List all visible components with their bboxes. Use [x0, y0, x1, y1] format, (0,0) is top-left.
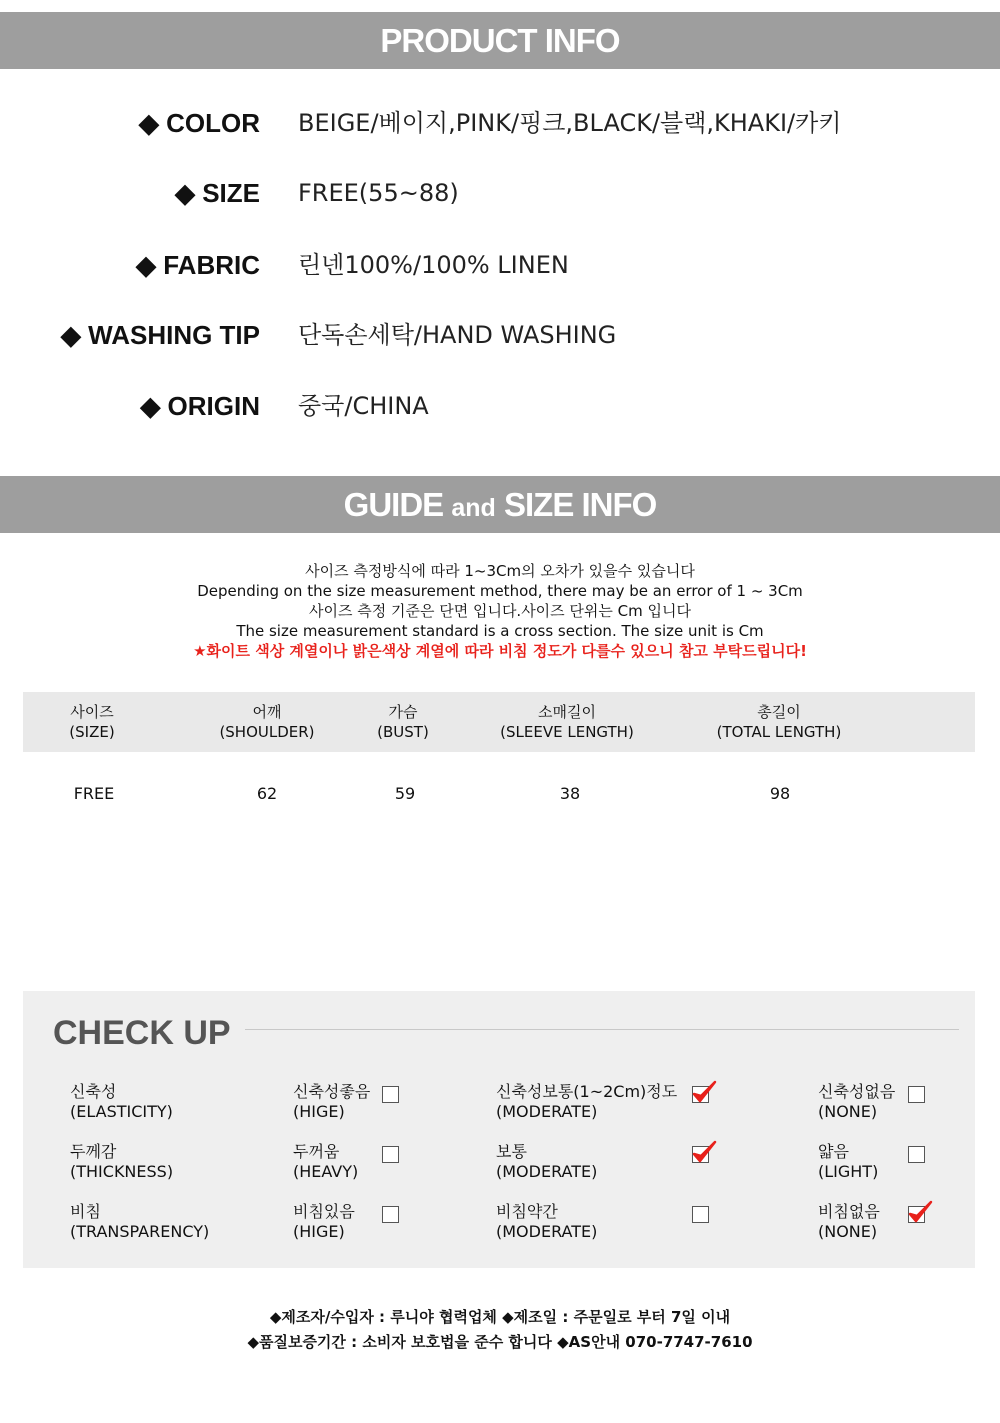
info-label: ◆ FABRIC: [136, 250, 260, 280]
info-value: 린넨100%/100% LINEN: [298, 251, 569, 279]
checkbox[interactable]: [382, 1206, 399, 1223]
check-option-label: [496, 1082, 677, 1122]
table-cell: 62: [256, 784, 278, 803]
checkbox[interactable]: [692, 1086, 709, 1103]
check-up-divider: [245, 1029, 959, 1030]
info-row-color: [0, 103, 1000, 143]
info-row-origin: [0, 386, 1000, 426]
info-value: 중국/CHINA: [298, 392, 429, 420]
info-label: ◆ WASHING TIP: [60, 320, 260, 350]
guide-title-and: and: [451, 494, 496, 522]
check-category: [70, 1142, 173, 1182]
check-category-en: (THICKNESS): [70, 1162, 174, 1181]
product-info-title: PRODUCT INFO: [380, 22, 620, 59]
info-label: ◆ ORIGIN: [140, 391, 260, 421]
header-en: (TOTAL LENGTH): [716, 723, 842, 741]
checkbox[interactable]: [382, 1086, 399, 1103]
check-mark-icon: [691, 1079, 719, 1107]
table-cell: 59: [394, 784, 416, 803]
header-en: (SLEEVE LENGTH): [500, 723, 634, 741]
product-info-banner: [0, 12, 1000, 69]
check-mark-icon: [691, 1139, 719, 1167]
header-ko: 소매길이: [538, 703, 596, 721]
check-option-label: [293, 1202, 355, 1242]
check-option-en: (HIGE): [293, 1222, 345, 1241]
header-en: (BUST): [377, 723, 429, 741]
header-bust: [343, 702, 463, 742]
check-up-title: CHECK UP: [53, 1014, 231, 1052]
check-option-ko: 얇음: [818, 1142, 849, 1161]
header-shoulder: [192, 702, 342, 742]
check-option-en: (MODERATE): [496, 1222, 598, 1241]
footer-line-1: ◆제조자/수입자 : 루니야 협력업체 ◆제조일 : 주문일로 부터 7일 이내: [269, 1308, 731, 1326]
check-option-ko: 비침없음: [818, 1202, 880, 1221]
check-category-ko: 비침: [70, 1202, 101, 1221]
check-option-label: [818, 1202, 880, 1242]
footer-line-2: ◆품질보증기간 : 소비자 보호법을 준수 합니다 ◆AS안내 070-7747-7610: [247, 1333, 753, 1351]
check-option-ko: 신축성좋음: [293, 1082, 371, 1101]
notice-line: The size measurement standard is a cross section. The size unit is Cm: [236, 622, 764, 640]
guide-title-a: GUIDE: [343, 486, 444, 523]
checkbox[interactable]: [908, 1086, 925, 1103]
header-size: [32, 702, 152, 742]
warning-line: ★화이트 색상 계열이나 밝은색상 계열에 따라 비침 정도가 다를수 있으니 참고 부탁드립니다!: [193, 642, 807, 660]
check-option-label: [496, 1202, 597, 1242]
guide-title-b: SIZE INFO: [503, 486, 657, 523]
check-category: [70, 1202, 209, 1242]
check-option-label: [496, 1142, 597, 1182]
header-sleeve-length: [472, 702, 662, 742]
check-option-ko: 신축성보통(1~2Cm)정도: [496, 1082, 678, 1101]
checkbox[interactable]: [692, 1206, 709, 1223]
check-mark-icon: [907, 1199, 935, 1227]
checkbox[interactable]: [908, 1206, 925, 1223]
check-option-label: [293, 1082, 370, 1122]
info-value: BEIGE/베이지,PINK/핑크,BLACK/블랙,KHAKI/카키: [298, 109, 842, 137]
table-cell: 98: [769, 784, 791, 803]
header-ko: 어깨: [252, 703, 282, 721]
check-option-label: [818, 1142, 878, 1182]
check-option-en: (MODERATE): [496, 1162, 598, 1181]
info-value: 단독손세탁/HAND WASHING: [298, 321, 617, 349]
checkbox[interactable]: [908, 1146, 925, 1163]
check-category-en: (TRANSPARENCY): [70, 1222, 210, 1241]
header-ko: 사이즈: [70, 703, 114, 721]
notice-line: 사이즈 측정방식에 따라 1~3Cm의 오차가 있을수 있습니다: [305, 562, 695, 580]
table-cell: 38: [559, 784, 581, 803]
header-en: (SIZE): [69, 723, 115, 741]
info-label: ◆ COLOR: [138, 108, 260, 138]
check-option-ko: 두꺼움: [293, 1142, 340, 1161]
check-category-en: (ELASTICITY): [70, 1102, 173, 1121]
info-row-fabric: [0, 245, 1000, 285]
check-option-en: (NONE): [818, 1222, 878, 1241]
notice-line: Depending on the size measurement method, there may be an error of 1 ~ 3Cm: [197, 582, 803, 600]
guide-size-info-banner: [0, 476, 1000, 533]
check-option-en: (NONE): [818, 1102, 878, 1121]
checkbox[interactable]: [692, 1146, 709, 1163]
header-en: (SHOULDER): [219, 723, 315, 741]
check-option-en: (HEAVY): [293, 1162, 359, 1181]
checkbox[interactable]: [382, 1146, 399, 1163]
info-row-washing-tip: [0, 315, 1000, 355]
check-option-ko: 보통: [496, 1142, 527, 1161]
header-total-length: [684, 702, 874, 742]
info-value: FREE(55~88): [298, 179, 459, 207]
check-option-en: (MODERATE): [496, 1102, 598, 1121]
check-category-ko: 두께감: [70, 1142, 117, 1161]
notice-line: 사이즈 측정 기준은 단면 입니다.사이즈 단위는 Cm 입니다: [308, 602, 691, 620]
check-option-ko: 비침있음: [293, 1202, 355, 1221]
header-ko: 총길이: [757, 703, 801, 721]
check-category: [70, 1082, 173, 1122]
header-ko: 가슴: [388, 703, 418, 721]
info-row-size: [0, 173, 1000, 213]
check-option-ko: 신축성없음: [818, 1082, 896, 1101]
check-option-en: (HIGE): [293, 1102, 345, 1121]
check-category-ko: 신축성: [70, 1082, 117, 1101]
check-option-label: [818, 1082, 895, 1122]
check-option-en: (LIGHT): [818, 1162, 879, 1181]
info-label: ◆ SIZE: [174, 178, 260, 208]
check-option-ko: 비침약간: [496, 1202, 558, 1221]
table-cell: FREE: [73, 784, 115, 803]
check-option-label: [293, 1142, 358, 1182]
